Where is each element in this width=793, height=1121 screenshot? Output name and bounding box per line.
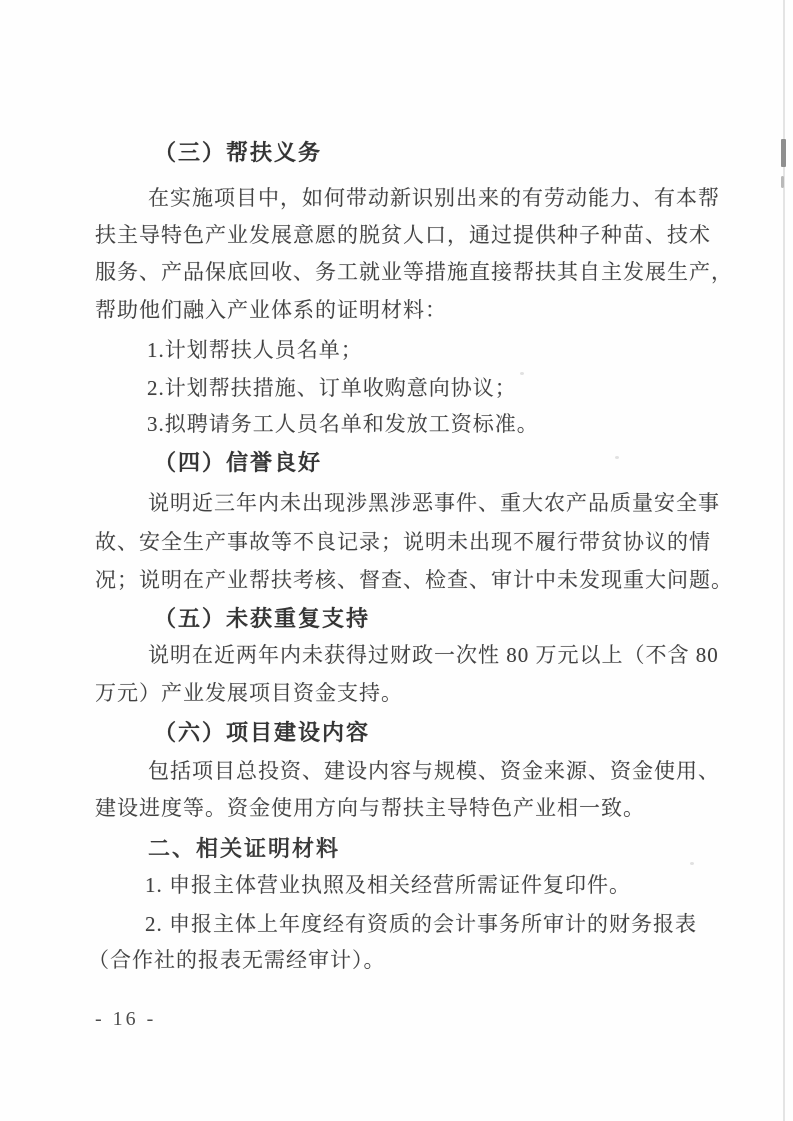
- list-item-1: 1.计划帮扶人员名单；: [147, 338, 363, 362]
- scan-edge-artifact: [781, 139, 786, 167]
- list-item-3: 3.拟聘请务工人员名单和发放工资标准。: [147, 412, 539, 436]
- section-heading-2-related-certification-materials: 二、相关证明材料: [148, 836, 341, 861]
- scan-speck: [690, 862, 694, 865]
- page-number: - 16 -: [95, 1008, 157, 1030]
- section-heading-3-helping-obligations: （三）帮扶义务: [154, 140, 323, 165]
- numbered-item-2: 2. 申报主体上年度经有资质的会计事务所审计的财务报表: [145, 912, 697, 936]
- paragraph-line: 扶主导特色产业发展意愿的脱贫人口，通过提供种子种苗、技术: [95, 223, 711, 247]
- section-heading-6-project-construction-content: （六）项目建设内容: [154, 720, 371, 745]
- section-heading-5-no-duplicate-support: （五）未获重复支持: [154, 606, 371, 631]
- scan-speck: [520, 372, 524, 375]
- paragraph-line: 况；说明在产业帮扶考核、督查、检查、审计中未发现重大问题。: [95, 568, 733, 592]
- paragraph-line: 建设进度等。资金使用方向与帮扶主导特色产业相一致。: [95, 796, 645, 820]
- paragraph-line: 故、安全生产事故等不良记录；说明未出现不履行带贫协议的情: [95, 530, 711, 554]
- section-heading-4-good-reputation: （四）信誉良好: [154, 450, 323, 475]
- paragraph-line: 服务、产品保底回收、务工就业等措施直接帮扶其自主发展生产，: [95, 260, 733, 284]
- paragraph-line: 说明近三年内未出现涉黑涉恶事件、重大农产品质量安全事: [148, 491, 720, 515]
- paragraph-line: （合作社的报表无需经审计）。: [88, 948, 386, 972]
- list-item-2: 2.计划帮扶措施、订单收购意向协议；: [147, 376, 517, 400]
- scan-speck: [615, 456, 619, 459]
- numbered-item-1: 1. 申报主体营业执照及相关经营所需证件复印件。: [145, 873, 631, 897]
- paragraph-line: 包括项目总投资、建设内容与规模、资金来源、资金使用、: [148, 759, 720, 783]
- paragraph-line: 说明在近两年内未获得过财政一次性 80 万元以上（不含 80: [148, 643, 719, 667]
- paragraph-line: 在实施项目中，如何带动新识别出来的有劳动能力、有本帮: [148, 186, 720, 210]
- paragraph-line: 帮助他们融入产业体系的证明材料：: [95, 298, 447, 322]
- scan-edge-line: [783, 0, 785, 1121]
- scan-edge-mark: [781, 176, 784, 188]
- paragraph-line: 万元）产业发展项目资金支持。: [95, 681, 403, 705]
